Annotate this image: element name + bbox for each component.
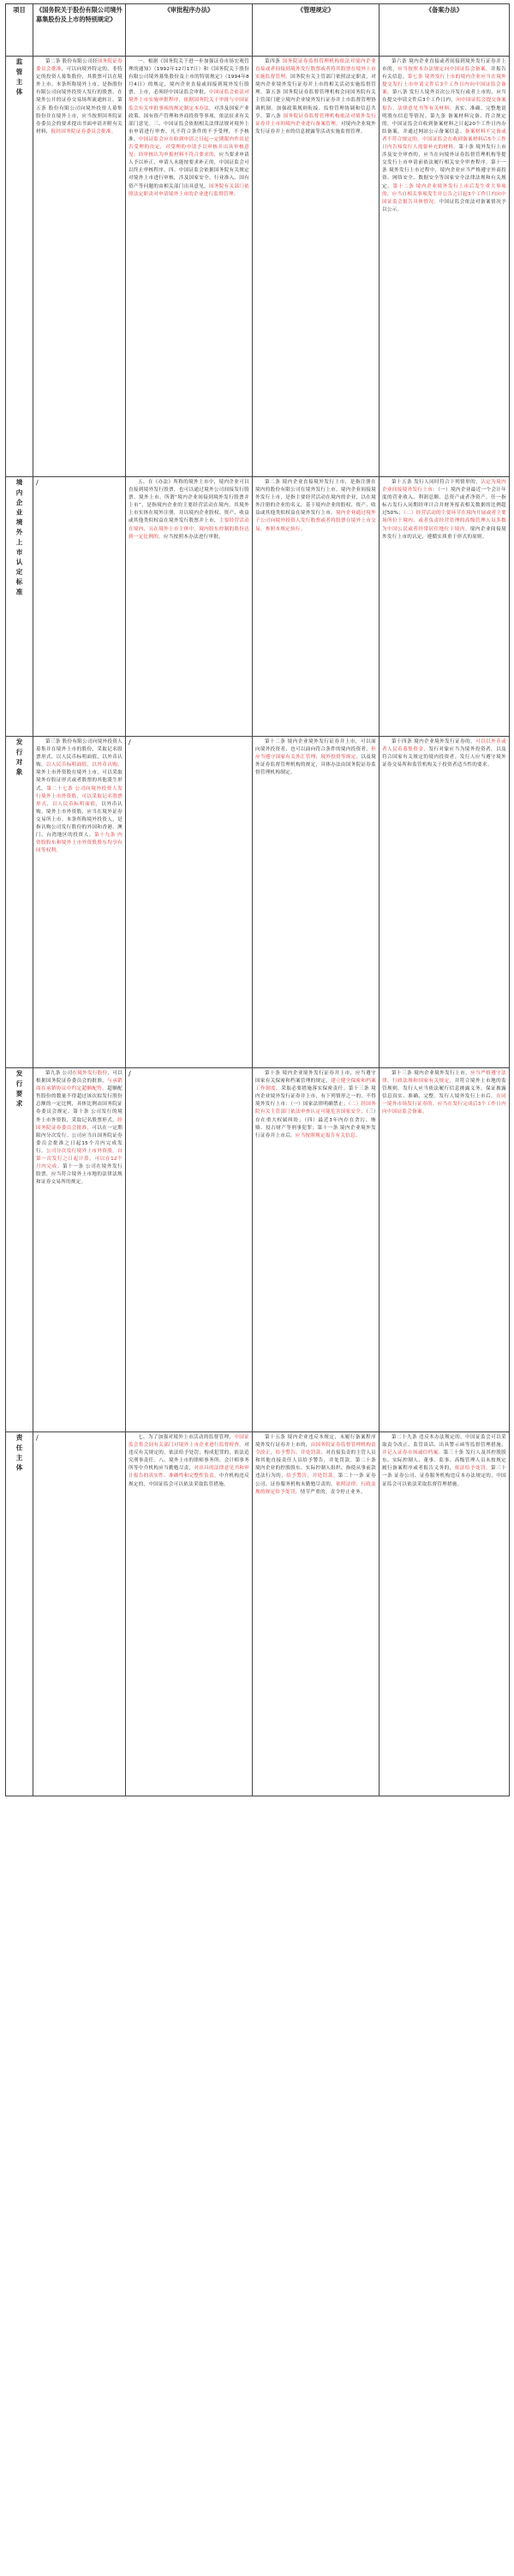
- body-text: 第八条 发行人境外首次公开发行或者上市的，应当在提交申请文件后3个工作日内，: [382, 90, 506, 104]
- highlighted-text: 第二十七条 公司向境外投资人发行境外上市外资股，可以采取记名股票形式，以人民币标明面值，: [36, 786, 123, 807]
- body-text: 境内企业间接境外发行上市的认定，遵循实质重于形式的原则。: [382, 526, 506, 540]
- body-text: ，可以根据国务院证券委员会的批准，: [36, 1071, 123, 1085]
- highlighted-text: 经国务院证券委员会批准，: [36, 1117, 123, 1131]
- cell-special-provisions: [33, 477, 126, 737]
- highlighted-text: 中国证监会依法对境外上市实施审批程序，依据国务院关于审批与中国证监会有关审批事项的规定制定本办法，: [128, 90, 249, 111]
- highlighted-text: 并记入证券市场诚信档案。: [382, 1450, 444, 1456]
- body-text: 第三条 股份有限公司向境外投资人募集并在境外上市的股份，采取记名股票形式，以人民币标明面值，以外币认购。: [36, 739, 123, 768]
- body-text: 对直接负责的主管人员和其他直接责任人员给予警告，并处罚款。: [255, 1450, 376, 1464]
- body-text: 第十条 境内企业境外发行证券并上市，应当遵守国家有关保密和档案管理的规定，: [255, 1071, 376, 1085]
- body-text: 七、为了加强对境外上市活动的监督管理，: [138, 1435, 235, 1440]
- body-text: 一、根据《国务院关于进一步加强证券市场宏观管理的通知》（1992年12月17日）和《国务院关于股份有限公司境外募集股份及上市的特别规定》（1994年8月4日）的规定，境内企业直接或间接到境外发行股票、上市，必须经中国证监会审批。: [128, 59, 249, 96]
- regulation-comparison-table: [5, 3, 510, 1796]
- cell-administrative-provisions: [253, 737, 380, 1068]
- highlighted-text: 第七条 境外发行上市的境内企业应当在境外提交发行上市申请文件后3个工作日内向中国证监会备案。: [382, 75, 506, 96]
- cell-administrative-provisions: [253, 1068, 380, 1432]
- cell-special-provisions: [33, 737, 126, 1068]
- body-text: 国务院有关主管部门依照法定职责，对境内企业境外发行证券并上市的相关活动实施监督管理。第五条 国务院证券监督管理机构会同国务院有关主管部门建立境内企业境外发行证券并上市监督管理协调机制，加强政策规则衔接、监督管理协调和信息共享。第八条: [255, 75, 376, 119]
- cell-text: [36, 58, 123, 136]
- header-approval-procedures: [126, 4, 253, 57]
- cell-text: [382, 479, 506, 541]
- body-text: 第十五条 发行人同时符合下列情形的，: [391, 480, 481, 485]
- body-text: 境外上市外资股在境外上市，可以采取境外存股证形式或者股票的其他派生形式。: [36, 770, 123, 792]
- body-text: （一）国家法律明确禁止；: [290, 1102, 349, 1108]
- header-row: [6, 4, 510, 57]
- cell-filing-measures: [380, 477, 510, 737]
- header-special-provisions-label: 《国务院关于股份有限公司境外募集股份及上市的特别规定》: [36, 6, 123, 23]
- row-listing-criteria: [6, 477, 510, 737]
- body-text: 第十三条 境内企业境外发行上市，: [391, 1071, 471, 1076]
- header-filing-measures: [380, 4, 510, 57]
- body-text: 三、中国证监会依据相关法律法规对境外上市申请进行审查，凡不符合条件的不予受理，不予核准。: [128, 121, 249, 142]
- body-text: 第十二条 境内企业境外发行证券并上市，可以面向境外投资者，也可以面向符合条件的境内投资者，: [255, 739, 376, 753]
- cell-text: [128, 1070, 249, 1079]
- cell-text: [128, 58, 249, 199]
- highlighted-text: 向中国证监会提交备案报告、法律意见书等有关材料，: [382, 98, 506, 111]
- cell-filing-measures: [380, 1432, 510, 1796]
- header-administrative-provisions-label: 《管理规定》: [296, 6, 335, 14]
- body-text: 八、境外上市的律师事务所、会计师事务所等中介机构应当勤勉尽责，: [128, 1458, 249, 1472]
- highlighted-text: 国务院证券监督管理机构依法对境外发行证券并上市的境内企业进行备案管理，: [255, 113, 376, 127]
- body-text: 第四条: [265, 59, 283, 64]
- body-text: 发行对象应当为境外投资者，以及符合国家有关规定的境内投资者。发行人应当遵守境外证券交易所和监管机构关于投资者适当性的要求。: [382, 747, 506, 768]
- highlighted-text: 认定为境内企业间接境外发行上市：: [382, 480, 506, 493]
- cell-text: [36, 1434, 123, 1443]
- body-text: 情节严重的，责令停止业务。: [300, 1489, 366, 1495]
- highlighted-text: 在同一境外市场发行证券的，应当在发行完成后3个工作日内向中国证监会备案。: [382, 1094, 506, 1115]
- body-text: 中介机构违反规定的，中国证监会可以依法采取监管措施。: [128, 1473, 249, 1487]
- cell-text: [382, 1434, 506, 1489]
- body-text: 第三十一条 证券公司、证券服务机构违反本办法规定的，中国证监会可以依法采取监督管理措施。: [382, 1466, 506, 1487]
- highlighted-text: 应当严格遵守法律、行政法规和国家有关规定，: [382, 1071, 506, 1085]
- cell-special-provisions: [33, 1432, 126, 1796]
- body-text: 对境内企业境外发行证券并上市的信息披露等活动实施监督管理。: [255, 121, 376, 134]
- body-text: 第十一条 境内企业境外发行证券并上市后，: [255, 1125, 376, 1139]
- body-text: 五、在《办法》所称的境外上市中，境内企业可以直接到境外发行股票，也可以通过境外公司间接发行股票、境外上市。所谓“境内企业间接到境外发行股票并上市”，是指境内企业的主要经营活动在境内，其境外上市实体在境外注册，并以境内企业股权、资产、收益或其他类似权益在境外发行股票并上市，: [128, 480, 249, 524]
- row-responsible-parties: [6, 1432, 510, 1796]
- body-text: （一）境内企业最近一个会计年度的营业收入、利润总额、总资产或者净资产，任一指标占发行人同期经审计合并财务报表相关数据的比例超过50%；: [382, 487, 506, 517]
- row-regulator: [6, 57, 510, 477]
- highlighted-text: 在境外发行股份: [72, 1071, 108, 1076]
- row-label: 发行对象: [15, 738, 23, 779]
- cell-approval-procedures: [126, 477, 253, 737]
- highlighted-text: 可以以外币或者人民币募集资金，: [382, 739, 506, 753]
- row-label-cell: [6, 477, 33, 737]
- header-project-label: 项目: [13, 6, 26, 14]
- row-label: 境内企业境外上市认定标准: [15, 479, 23, 599]
- highlighted-text: 中国证监会将会同有关部门对境外上市企业进行监督检查。: [128, 1435, 249, 1449]
- row-label-cell: [6, 57, 33, 477]
- highlighted-text: 国务院有关部门依照法定职责对申请境外上市的企业进行监督管理。: [128, 183, 249, 197]
- cell-text: [128, 479, 249, 541]
- header-filing-measures-label: 《备案办法》: [425, 6, 463, 14]
- cell-special-provisions: [33, 57, 126, 477]
- highlighted-text: 应当按照规定报告有关信息。: [295, 1133, 361, 1139]
- highlighted-text: 以人民币标明面值，以外币认购。: [45, 762, 123, 768]
- body-text: 第十条 公司发行的境外上市外资股，采取记名股票形式，: [36, 1109, 123, 1123]
- highlighted-text: 依照法律、行政法规的规定给予处罚，: [255, 1481, 376, 1495]
- header-administrative-provisions: [253, 4, 380, 57]
- cell-special-provisions: [33, 1068, 126, 1432]
- row-label: 责任主体: [15, 1434, 23, 1474]
- body-text: 应当要求申请人予以补正，申请人未能按要求补正的，中国证监会可以终止审核程序。: [128, 152, 249, 174]
- body-text: 第九条 备案材料完备、符合规定的，中国证监会自收到备案材料之日起20个工作日内办结备案，并通过网站公示备案信息。: [382, 113, 506, 134]
- cell-approval-procedures: [126, 1432, 253, 1796]
- body-text: 第二条 股份有限公司经: [45, 59, 98, 64]
- highlighted-text: 对出具的法律意见书和审计报告的真实性、准确性和完整性负责。: [128, 1466, 249, 1479]
- cell-filing-measures: [380, 57, 510, 477]
- header-project: [6, 4, 33, 57]
- row-label-cell: [6, 1432, 33, 1796]
- body-text: /: [128, 738, 131, 746]
- cell-approval-procedures: [126, 737, 253, 1068]
- row-label-cell: [6, 737, 33, 1068]
- body-text: 第十三条 境内企业境外发行证券并上市，有下列情形之一的，不得境外发行上市：: [255, 1086, 376, 1108]
- cell-text: [382, 738, 506, 769]
- body-text: （三）存在重大权属纠纷；: [255, 1109, 376, 1123]
- highlighted-text: 与承销商在承销协议中约定超额配售。: [36, 1079, 123, 1092]
- highlighted-text: 但应当遵守国家有关外汇管理、境外投资等规定，: [255, 747, 376, 761]
- row-issuance-targets: [6, 737, 510, 1068]
- header-approval-procedures-label: 《审批程序办法》: [164, 6, 214, 14]
- body-text: （四）最近3年内存在贪污、贿赂、侵占财产等刑事犯罪；: [255, 1117, 376, 1131]
- highlighted-text: 主要经营活动在境内，且在境外上市主体中，境内股东控制的股份达到一定比例的，: [128, 518, 249, 540]
- cell-administrative-provisions: [253, 477, 380, 737]
- body-text: 中国证监会依法对备案情况予以公示。: [382, 199, 506, 212]
- body-text: 第十条 境外发行上市涉及安全审查的，应当在向境外证券监督管理机构等提交发行上市申请前依法履行相关安全审查程序。第十一条 境外发行上市过程中，境内企业应当严格遵守外商投资、网络安全、数据安全等国家安全法律法规和有关规定。: [382, 145, 506, 189]
- cell-text: [255, 479, 376, 534]
- body-text: 真实、准确、完整地说明股东信息等情况。: [382, 105, 506, 119]
- body-text: 第九条 公司: [45, 1071, 73, 1076]
- header-special-provisions: [33, 4, 126, 57]
- cell-text: [382, 58, 506, 214]
- cell-filing-measures: [380, 737, 510, 1068]
- body-text: /: [36, 479, 39, 487]
- body-text: 超额配售股份的数量不得超过该次拟发行股份总额的一定比例，具体比例由国务院证券委员会规定。: [36, 1086, 123, 1115]
- body-text: 并报告有关信息。: [382, 67, 506, 81]
- row-label: 监管主体: [15, 58, 23, 99]
- body-text: 对违反有关规定的，依法给予处罚；构成犯罪的，依法追究刑事责任。: [128, 1443, 249, 1464]
- body-text: 对涉及国家产业政策、国有资产管理和外商投资等事项，依法征求有关部门意见。: [128, 105, 249, 127]
- body-text: 以及境外证券监督管理机构的规定，具体办法由国务院证券监督管理机构制定。: [255, 755, 376, 776]
- body-text: 第十一条 公司在境外发行股票，应当符合境外上市地的法律法规和证券交易所的规定。: [36, 1164, 123, 1186]
- highlighted-text: 公司分次发行境外上市外资股，自第一次发行之日起计算，可以在12个月内完成。: [36, 1148, 123, 1170]
- cell-text: [255, 1070, 376, 1140]
- body-text: 第三十条 发行人及其控股股东、实际控制人、董事、监事、高级管理人员未按规定履行备案程序或者报告义务的，: [382, 1450, 506, 1472]
- body-text: 第六条 境内企业直接或者间接到境外发行证券并上市的，: [382, 59, 506, 73]
- highlighted-text: 由国务院证券监督管理机构责令改正，给予警告，并处罚款；: [255, 1443, 376, 1456]
- highlighted-text: 建立健全保密和档案工作制度，: [255, 1079, 376, 1092]
- cell-approval-procedures: [126, 1068, 253, 1432]
- highlighted-text: 给予警告，并处罚款。: [286, 1473, 338, 1479]
- body-text: 第十五条 境内企业违反本规定，未履行备案程序境外发行证券并上市的，: [255, 1435, 376, 1449]
- highlighted-text: （二）经国务院有关主管部门依法审查认定可能危害国家安全；: [255, 1102, 377, 1115]
- body-text: 采取必要措施落实保密责任。: [281, 1086, 349, 1092]
- cell-approval-procedures: [126, 57, 253, 477]
- cell-text: [255, 58, 376, 136]
- cell-text: [36, 738, 123, 855]
- highlighted-text: 应当按照本办法规定向中国证监会备案，: [397, 67, 492, 73]
- body-text: 第二十九条 违反本办法规定的，中国证监会可以采取责令改正、监管谈话、出具警示函等监督管理措施，: [382, 1435, 506, 1449]
- highlighted-text: 第十二条 境内企业境外发行上市后发生重大事项的，应当自相关事项发生并公告之日起3个工作日内向中国证监会报告具体情况。: [382, 183, 506, 205]
- cell-administrative-provisions: [253, 1432, 380, 1796]
- cell-text: [128, 1434, 249, 1489]
- cell-administrative-provisions: [253, 57, 380, 477]
- cell-filing-measures: [380, 1068, 510, 1432]
- cell-text: [36, 1070, 123, 1186]
- body-text: 四、中国证监会依据国务院有关规定对境外上市进行审核，涉及国家安全、行业准入、国有资产等问题的由相关部门出具意见，: [128, 168, 249, 189]
- body-text: 发行人境外发行上市后，: [439, 1094, 497, 1100]
- cell-text: [382, 1070, 506, 1117]
- highlighted-text: 依法给予处罚。: [454, 1466, 492, 1472]
- cell-text: [255, 1434, 376, 1497]
- cell-text: [255, 738, 376, 777]
- body-text: 第二十一条 证券公司、证券服务机构未勤勉尽责的，: [255, 1473, 376, 1487]
- body-text: 以外币认购。境外上市外资股，应当在境外证券交易所上市。本条所称境外投资人，是指认购公司发行股份的外国和香港、澳门、台湾地区的投资人。: [36, 801, 123, 839]
- row-label-cell: [6, 1068, 33, 1432]
- body-text: ，可以向境外特定的、非特定的投资人募集股份，其股票可以在境外上市。本条所称境外上市，是指股份有限公司向境外投资人发行的股票，在境外公开的证券交易场所流通转让。第五条 股份有限公司向境外投资人募集股份并在境外上市，应当按照国务院证券委员会的要求提出书面申请并附有关材料，: [36, 67, 123, 134]
- body-text: 可以在一定期限内分次发行。公司应当自国务院证券委员会批准之日起15个月内完成发行。: [36, 1125, 123, 1154]
- highlighted-text: 备案材料不完备或者不符合规定的，中国证监会在收到备案材料后5个工作日内告知发行人需要补充的材料。: [382, 129, 506, 151]
- body-text: 第十四条 境内企业境外发行证券的，: [391, 739, 476, 744]
- body-text: /: [128, 1070, 131, 1078]
- body-text: 第二条 境内企业直接境外发行上市，是指注册在境内的股份有限公司在境外发行上市。境内企业间接境外发行上市，是指主要经营活动在境内的企业，以在境外注册的企业的名义，基于境内企业的股权、资产、收益或其他类似权益在境外发行上市。: [255, 480, 376, 517]
- row-issuance-requirements: [6, 1068, 510, 1432]
- highlighted-text: 国务院证券监督管理机构依法对境内企业直接或者间接到境外发行股票或者将其股票在境外上市实施监督管理，: [255, 59, 376, 81]
- highlighted-text: 境内企业通过境外子公司向境外投资人发行股票或者将股票在境外上市交易，参照本规定执行。: [255, 511, 376, 532]
- cell-text: [128, 738, 249, 748]
- body-text: /: [36, 1434, 39, 1442]
- row-label: 发行要求: [15, 1070, 23, 1110]
- highlighted-text: 报经国务院证券委员会批准。: [51, 129, 117, 134]
- body-text: 并符合境外上市地的监管规则。发行人应当依法履行信息披露义务，保证披露信息真实、准确、完整。: [382, 1079, 506, 1100]
- highlighted-text: 中国证监会应在收到申请之日起一定期限内作出是否受理的决定，对受理的申请予以审核并出具审核意见；经审核认为申报材料不符合要求的，: [128, 136, 249, 158]
- highlighted-text: 国务院证券委员会批准: [36, 59, 123, 73]
- body-text: 第二十条 境内企业的控股股东、实际控制人组织、指使从事前款违法行为的，: [255, 1458, 376, 1479]
- highlighted-text: 第十九条 内资股股东和境外上市外资股股东均享有同等权利。: [36, 833, 123, 854]
- cell-text: [36, 479, 123, 488]
- highlighted-text: （二）经营活动的主要环节在境内开展或者主要场所位于境内，或者负责经营管理的高级管理人员多数为中国公民或者经常居住地位于境内。: [382, 511, 507, 532]
- body-text: 应当按照本办法进行审批。: [163, 534, 224, 540]
